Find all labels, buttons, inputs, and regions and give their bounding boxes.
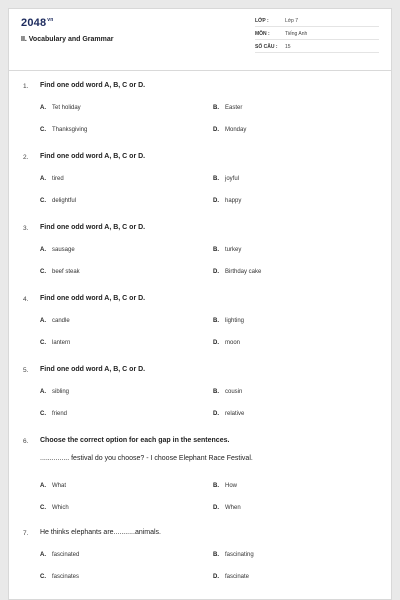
option-text: Monday xyxy=(225,127,247,133)
option-letter: C. xyxy=(40,127,46,133)
option-letter: A. xyxy=(40,552,46,558)
option-a[interactable] xyxy=(40,552,79,558)
question-text: Find one odd word A, B, C or D. xyxy=(40,224,146,231)
option-b[interactable] xyxy=(213,247,241,253)
option-text: Which xyxy=(52,505,69,511)
option-letter: C. xyxy=(40,269,46,275)
question-text: Find one odd word A, B, C or D. xyxy=(40,295,146,302)
question-text: Find one odd word A, B, C or D. xyxy=(40,153,146,160)
section-title: II. Vocabulary and Grammar xyxy=(21,36,114,43)
option-d[interactable] xyxy=(213,340,240,346)
option-text: delightful xyxy=(52,198,77,204)
option-b[interactable] xyxy=(213,483,237,489)
option-text: What xyxy=(52,483,67,489)
option-text: sibling xyxy=(52,389,70,395)
option-b[interactable] xyxy=(213,318,244,324)
option-a[interactable] xyxy=(40,318,70,324)
question-number: 6. xyxy=(23,438,29,445)
option-d[interactable] xyxy=(213,127,246,133)
option-c[interactable] xyxy=(40,198,76,204)
option-text: beef steak xyxy=(52,269,80,275)
question-sentence: ............... festival do you choose? - I choose Elephant Race Festival. xyxy=(40,455,253,462)
option-letter: B. xyxy=(213,483,219,489)
option-letter: C. xyxy=(40,340,46,346)
option-d[interactable] xyxy=(213,411,244,417)
option-b[interactable] xyxy=(213,389,242,395)
option-d[interactable] xyxy=(213,269,261,275)
option-c[interactable] xyxy=(40,127,87,133)
option-letter: A. xyxy=(40,247,46,253)
option-b[interactable] xyxy=(213,105,242,111)
question-text: Choose the correct option for each gap in the sentences. xyxy=(40,437,230,444)
question-text: He thinks elephants are...........animals. xyxy=(40,529,162,536)
option-letter: A. xyxy=(40,105,46,111)
option-letter: B. xyxy=(213,318,219,324)
option-c[interactable] xyxy=(40,269,80,275)
option-text: lighting xyxy=(225,318,245,324)
question-number: 7. xyxy=(23,530,29,537)
option-text: lantern xyxy=(52,340,71,346)
option-letter: D. xyxy=(213,340,219,346)
option-text: sausage xyxy=(52,247,75,253)
option-text: candle xyxy=(52,318,70,324)
site-logo[interactable]: $2048^{vn}$ xyxy=(21,17,54,29)
quiz-page xyxy=(8,8,392,600)
option-c[interactable] xyxy=(40,505,69,511)
option-text: How xyxy=(225,483,238,489)
option-c[interactable] xyxy=(40,411,67,417)
option-text: friend xyxy=(52,411,68,417)
option-text: fascinate xyxy=(225,574,250,580)
question-number: 5. xyxy=(23,367,29,374)
option-text: tired xyxy=(52,176,64,182)
option-letter: A. xyxy=(40,483,46,489)
option-a[interactable] xyxy=(40,176,64,182)
option-text: fascinating xyxy=(225,552,254,558)
option-letter: A. xyxy=(40,389,46,395)
option-text: moon xyxy=(225,340,241,346)
option-a[interactable] xyxy=(40,389,69,395)
question-number: 1. xyxy=(23,83,29,90)
option-letter: B. xyxy=(213,389,219,395)
option-letter: B. xyxy=(213,176,219,182)
option-letter: D. xyxy=(213,269,219,275)
option-text: Birthday cake xyxy=(225,269,262,275)
option-letter: B. xyxy=(213,552,219,558)
option-text: Easter xyxy=(225,105,243,111)
meta-question-count: SỐ CÂU : 15 xyxy=(255,42,379,53)
option-letter: D. xyxy=(213,411,219,417)
option-text: cousin xyxy=(225,389,243,395)
option-a[interactable] xyxy=(40,105,81,111)
option-text: fascinates xyxy=(52,574,80,580)
question-number: 3. xyxy=(23,225,29,232)
option-letter: D. xyxy=(213,198,219,204)
option-letter: C. xyxy=(40,411,46,417)
meta-class: LỚP : Lớp 7 xyxy=(255,16,379,27)
option-letter: A. xyxy=(40,318,46,324)
option-d[interactable] xyxy=(213,574,249,580)
option-text: turkey xyxy=(225,247,242,253)
option-c[interactable] xyxy=(40,574,79,580)
option-letter: B. xyxy=(213,247,219,253)
meta-subject: MÔN : Tiếng Anh xyxy=(255,29,379,40)
question-text: Find one odd word A, B, C or D. xyxy=(40,366,146,373)
option-text: relative xyxy=(225,411,245,417)
option-text: When xyxy=(225,505,241,511)
option-b[interactable] xyxy=(213,176,239,182)
option-letter: C. xyxy=(40,198,46,204)
option-letter: C. xyxy=(40,574,46,580)
option-c[interactable] xyxy=(40,340,70,346)
option-letter: D. xyxy=(213,574,219,580)
option-d[interactable] xyxy=(213,505,241,511)
option-text: Thanksgiving xyxy=(52,127,88,133)
question-number: 2. xyxy=(23,154,29,161)
question-number: 4. xyxy=(23,296,29,303)
option-letter: A. xyxy=(40,176,46,182)
option-letter: B. xyxy=(213,105,219,111)
option-a[interactable] xyxy=(40,247,75,253)
page-header xyxy=(9,9,391,71)
option-text: Tet holiday xyxy=(52,105,81,111)
option-text: happy xyxy=(225,198,242,204)
option-letter: D. xyxy=(213,127,219,133)
option-letter: D. xyxy=(213,505,219,511)
option-d[interactable] xyxy=(213,198,241,204)
option-letter: C. xyxy=(40,505,46,511)
option-text: fascinated xyxy=(52,552,80,558)
question-text: Find one odd word A, B, C or D. xyxy=(40,82,146,89)
option-b[interactable] xyxy=(213,552,254,558)
option-a[interactable] xyxy=(40,483,66,489)
option-text: joyful xyxy=(225,176,240,182)
